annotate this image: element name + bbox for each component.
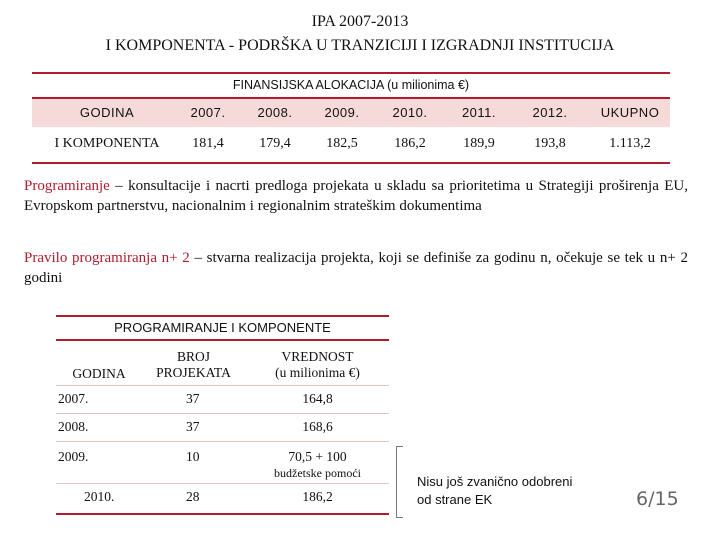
header-cell: 2008. [257,105,293,120]
table-cell: 186,2 [394,136,426,151]
header-cell: 2010. [392,105,428,120]
paragraph-text: – stvarna realizacija projekta, koji se definiše za godinu n, očekuje se tek u n+ 2 godini [24,250,688,286]
table-rule [32,162,670,164]
table-rule [32,72,670,74]
row-projects: 28 [186,489,200,504]
row-projects: 37 [186,419,200,434]
table-cell: 181,4 [192,136,224,151]
row-value: 70,5 + 100 [288,449,347,464]
table-cell: 193,8 [534,136,566,151]
table-cell: 1.113,2 [609,136,651,151]
row-divider [56,441,389,442]
table-rule [56,315,389,317]
header-value-line-2: (u milionima €) [275,365,360,380]
paragraph-text: – konsultacije i nacrti predloga projekata u skladu sa prioritetima u Strategiji proširenja EU, Evropskom partnerstvu, nacionalnim i regionalnim strateškim dokumentima [24,178,688,214]
row-divider [56,483,389,484]
note [417,473,572,509]
row-divider [56,385,389,386]
bracket [396,446,403,518]
page-number: 6/15 [636,488,679,510]
table-cell: I KOMPONENTA [54,136,160,151]
table-cell: 189,9 [463,136,495,151]
table-rule [56,339,389,341]
row-value: 164,8 [302,391,333,406]
table-rule [56,513,389,515]
row-value-note: budžetske pomoći [274,466,361,480]
title-line-1: IPA 2007-2013 [311,13,409,30]
row-projects: 10 [186,449,200,464]
note-line-2: od strane EK [417,492,493,507]
keyword-rule: Pravilo programiranja n+ 2 [24,250,190,266]
header-cell: 2009. [324,105,360,120]
allocation-data-row [32,130,670,158]
header-cell: 2012. [532,105,568,120]
header-value-line-1: VREDNOST [281,349,354,364]
header-cell: 2007. [190,105,226,120]
keyword-programiranje: Programiranje [24,178,110,194]
row-projects: 37 [186,391,200,406]
row-value: 168,6 [302,419,333,434]
title-line-2: I KOMPONENTA - PODRŠKA U TRANZICIJI I IZGRADNJI INSTITUCIJA [105,37,615,54]
header-value [246,349,389,381]
row-year: 2009. [58,449,89,464]
row-year: 2008. [58,419,89,434]
table-cell: 179,4 [259,136,291,151]
row-divider [56,413,389,414]
header-projects: BROJ PROJEKATA [156,349,231,380]
header-year: GODINA [72,366,126,381]
programming-table [56,315,389,515]
note-line-1: Nisu još zvanično odobreni [417,474,573,489]
programming-paragraph [24,176,688,216]
header-cell: GODINA [79,105,135,120]
header-cell: 2011. [461,105,497,120]
allocation-caption: FINANSIJSKA ALOKACIJA (u milionima €) [232,78,470,92]
row-value: 186,2 [302,489,333,504]
header-cell: UKUPNO [600,105,660,120]
rule-paragraph [24,248,688,288]
table-cell: 182,5 [326,136,358,151]
row-year: 2010. [84,489,115,504]
allocation-header-row [32,99,670,127]
programming-caption: PROGRAMIRANJE I KOMPONENTE [114,320,331,335]
row-year: 2007. [58,391,89,406]
